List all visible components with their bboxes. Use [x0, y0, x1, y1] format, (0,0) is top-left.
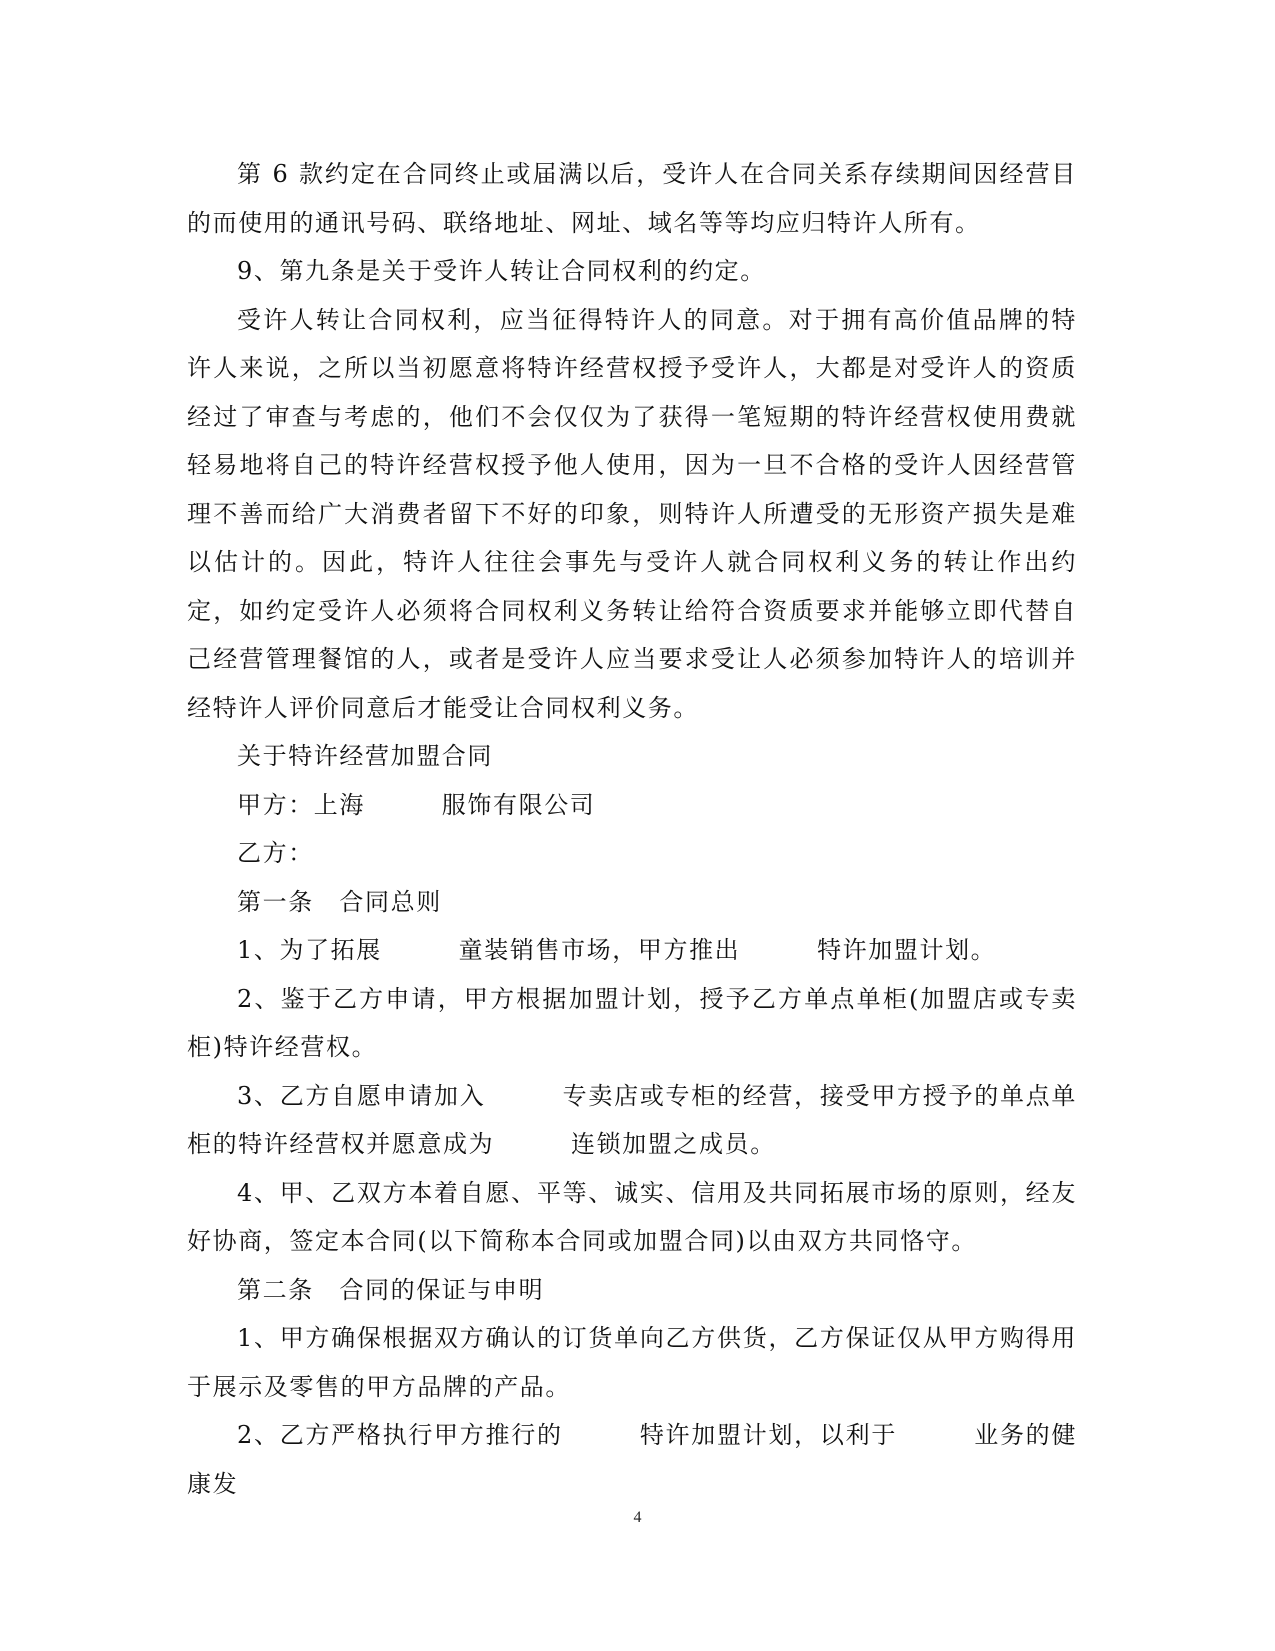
article-1-item-2: 2、鉴于乙方申请，甲方根据加盟计划，授予乙方单点单柜(加盟店或专卖柜)特许经营权。 [187, 984, 1077, 1061]
party-b: 乙方： [237, 839, 314, 867]
article-1-item-4: 4、甲、乙双方本着自愿、平等、诚实、信用及共同拓展市场的原则，经友好协商，签定本合同(以下简称本合同或加盟合同)以由双方共同恪守。 [187, 1178, 1077, 1255]
article-1-heading: 第一条 合同总则 [237, 887, 442, 916]
paragraph-transfer-explanation: 受许人转让合同权利，应当征得特许人的同意。对于拥有高价值品牌的特许人来说，之所以当初愿意将特许经营权授予受许人，大都是对受许人的资质经过了审查与考虑的，他们不会仅仅为了获得一笔短期的特许经营权使用费就轻易地将自己的特许经营权授予他人使用，因为一旦不合格的受许人因经营管理不善而给广大消费者留下不好的印象，则特许人所遭受的无形资产损失是难以估计的。因此，特许人往往会事先与受许人就合同权利义务的转让作出约定，如约定受许人必须将合同权利义务转让给符合资质要求并能够立即代替自己经营管理餐馆的人，或者是受许人应当要求受让人必须参加特许人的培训并经特许人评价同意后才能受让合同权利义务。 [187, 305, 1077, 722]
party-a: 甲方：上海 服饰有限公司 [237, 790, 596, 819]
document-body [187, 150, 1077, 1508]
article-2-item-2: 2、乙方严格执行甲方推行的 特许加盟计划，以利于 业务的健康发 [187, 1421, 1077, 1498]
article-1-item-3: 3、乙方自愿申请加入 专卖店或专柜的经营，接受甲方授予的单点单柜的特许经营权并愿意成为 连锁加盟之成员。 [187, 1081, 1077, 1158]
contract-title: 关于特许经营加盟合同 [237, 742, 493, 770]
paragraph-clause-6-note: 第 6 款约定在合同终止或届满以后，受许人在合同关系存续期间因经营目的而使用的通讯号码、联络地址、网址、域名等等均应归特许人所有。 [187, 160, 1077, 237]
article-1-item-1: 1、为了拓展 童装销售市场，甲方推出 特许加盟计划。 [237, 936, 997, 964]
article-2-item-1: 1、甲方确保根据双方确认的订货单向乙方供货，乙方保证仅从甲方购得用于展示及零售的甲方品牌的产品。 [187, 1324, 1077, 1401]
paragraph-article-9-heading: 9、第九条是关于受许人转让合同权利的约定。 [237, 257, 766, 285]
page-number: 4 [633, 1509, 642, 1526]
article-2-heading: 第二条 合同的保证与申明 [237, 1275, 545, 1304]
